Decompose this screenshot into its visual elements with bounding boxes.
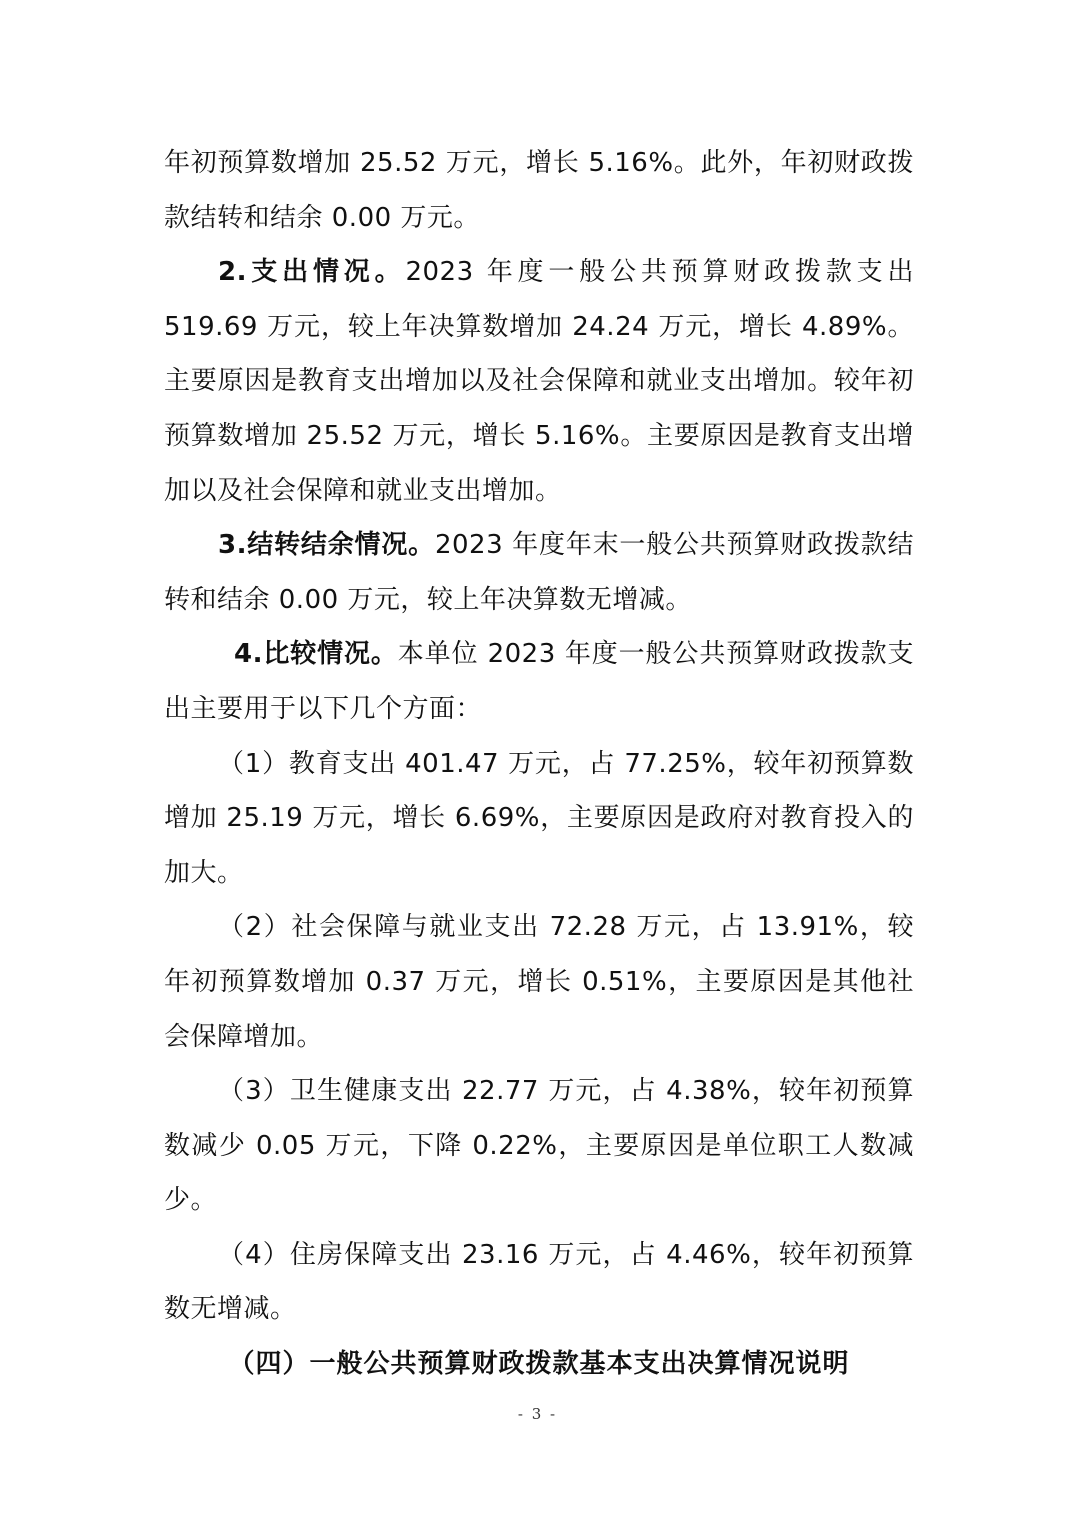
list-item-education: （1）教育支出 401.47 万元，占 77.25%，较年初预算数增加 25.19 万元，增长 6.69%，主要原因是政府对教育投入的加大。 — [164, 748, 914, 888]
expenditure-title: 2.支出情况。 — [218, 257, 406, 288]
section-heading: （四）一般公共预算财政拨款基本支出决算情况说明 — [228, 1349, 850, 1380]
page-content — [164, 136, 914, 1392]
paragraph-income-carryover: 年初预算数增加 25.52 万元，增长 5.16%。此外，年初财政拨款结转和结余 0.00 万元。 — [164, 148, 914, 233]
paragraph-expenditure — [164, 245, 914, 518]
page-number: - 3 - — [517, 1405, 558, 1423]
list-item-housing: （4）住房保障支出 23.16 万元，占 4.46%，较年初预算数无增减。 — [164, 1239, 914, 1325]
comparison-body: 本单位 2023 年度一般公共预算财政拨款支出主要用于以下几个方面： — [164, 639, 915, 724]
carryover-body: 2023 年度年末一般公共预算财政拨款结转和结余 0.00 万元，较上年决算数无增减。 — [164, 530, 914, 615]
paragraph-carryover-balance — [164, 518, 914, 627]
paragraph-comparison — [164, 627, 914, 736]
comparison-title: 4.比较情况。 — [234, 639, 398, 670]
carryover-title: 3.结转结余情况。 — [218, 530, 435, 561]
list-item-social-security: （2）社会保障与就业支出 72.28 万元，占 13.91%，较年初预算数增加 0.37 万元，增长 0.51%，主要原因是其他社会保障增加。 — [164, 912, 914, 1052]
expenditure-body: 2023 年度一般公共预算财政拨款支出 519.69 万元，较上年决算数增加 24.24 万元，增长 4.89%。主要原因是教育支出增加以及社会保障和就业支出增加。较年初预算数增加 25.52 万元，增长 5.16%。主要原因是教育支出增加以及社会保障和就业支出增加。 — [164, 257, 915, 506]
list-item-health: （3）卫生健康支出 22.77 万元，占 4.38%，较年初预算数减少 0.05 万元，下降 0.22%，主要原因是单位职工人数减少。 — [164, 1076, 914, 1216]
